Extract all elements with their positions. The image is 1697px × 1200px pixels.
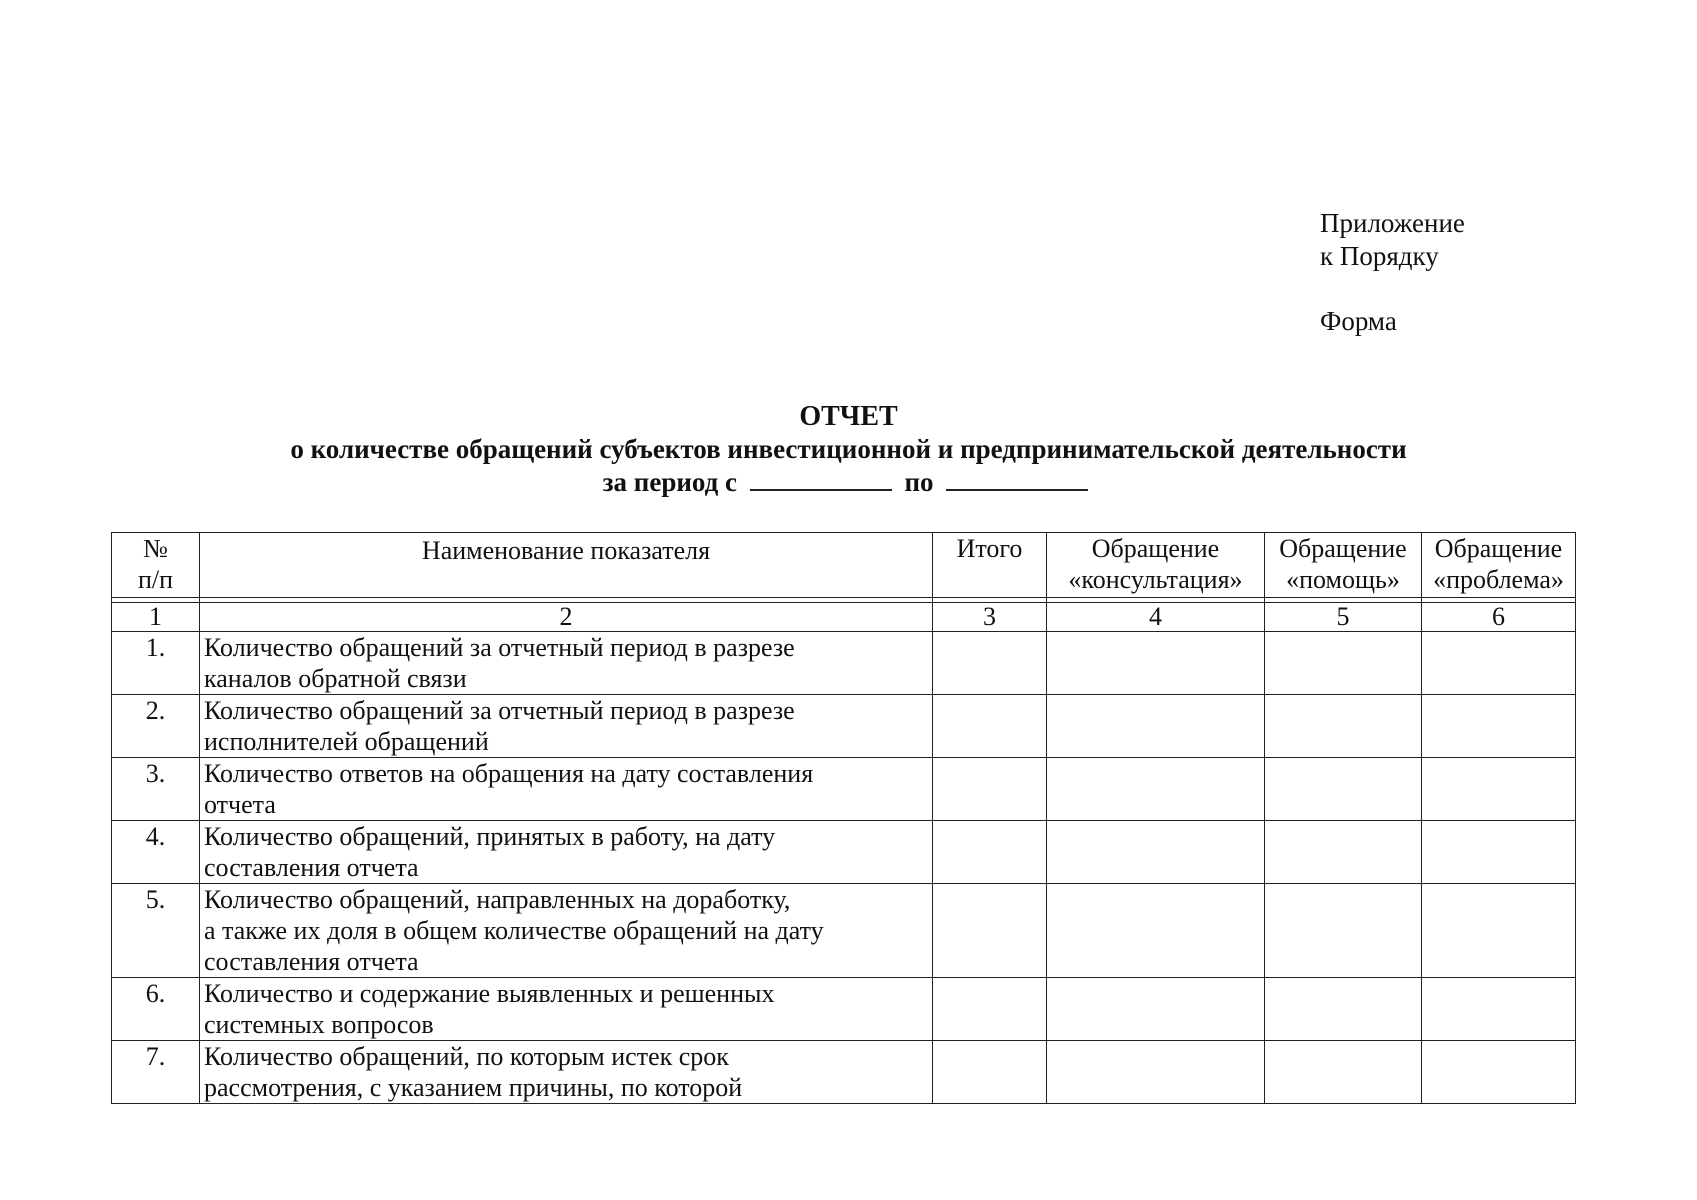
period-start-blank[interactable] bbox=[750, 467, 892, 491]
cell-help[interactable] bbox=[1265, 758, 1422, 821]
appendix-reference: к Порядку bbox=[1320, 241, 1439, 271]
cell-consultation[interactable] bbox=[1047, 821, 1265, 884]
table-header-row bbox=[112, 533, 1576, 598]
header-num bbox=[112, 533, 200, 598]
row-indicator bbox=[200, 821, 933, 884]
period-end-blank[interactable] bbox=[946, 467, 1088, 491]
cell-problem[interactable] bbox=[1422, 978, 1576, 1041]
cell-consultation[interactable] bbox=[1047, 978, 1265, 1041]
row-indicator-line: каналов обратной связи bbox=[204, 664, 467, 693]
header-problem-line2: «проблема» bbox=[1433, 565, 1564, 594]
cell-problem[interactable] bbox=[1422, 1041, 1576, 1104]
header-num-symbol: № bbox=[143, 534, 168, 563]
period-prefix: за период с bbox=[602, 467, 737, 497]
row-indicator bbox=[200, 695, 933, 758]
cell-consultation[interactable] bbox=[1047, 884, 1265, 978]
period-mid: по bbox=[904, 467, 934, 497]
appendix-label: Приложение bbox=[1320, 208, 1465, 238]
column-number: 3 bbox=[933, 603, 1047, 632]
cell-consultation[interactable] bbox=[1047, 695, 1265, 758]
column-number: 2 bbox=[200, 603, 933, 632]
row-indicator-line: системных вопросов bbox=[204, 1010, 434, 1039]
table-row bbox=[112, 695, 1576, 758]
row-number: 7. bbox=[112, 1041, 200, 1104]
cell-consultation[interactable] bbox=[1047, 632, 1265, 695]
cell-help[interactable] bbox=[1265, 978, 1422, 1041]
row-number: 1. bbox=[112, 632, 200, 695]
row-indicator-line: исполнителей обращений bbox=[204, 727, 489, 756]
row-indicator-line: Количество обращений, направленных на доработку, bbox=[204, 885, 791, 914]
row-indicator-line: Количество обращений за отчетный период в разрезе bbox=[204, 696, 795, 725]
report-subtitle: о количестве обращений субъектов инвестиционной и предпринимательской деятельности bbox=[290, 434, 1407, 464]
row-indicator-line: а также их доля в общем количестве обращений на дату bbox=[204, 916, 824, 945]
row-indicator-line: составления отчета bbox=[204, 853, 419, 882]
row-indicator-line: отчета bbox=[204, 790, 276, 819]
cell-problem[interactable] bbox=[1422, 884, 1576, 978]
table-row bbox=[112, 632, 1576, 695]
cell-total[interactable] bbox=[933, 1041, 1047, 1104]
header-help bbox=[1265, 533, 1422, 598]
header-help-line2: «помощь» bbox=[1286, 565, 1400, 594]
cell-problem[interactable] bbox=[1422, 632, 1576, 695]
cell-total[interactable] bbox=[933, 978, 1047, 1041]
row-number: 4. bbox=[112, 821, 200, 884]
row-indicator-line: Количество и содержание выявленных и решенных bbox=[204, 979, 775, 1008]
cell-help[interactable] bbox=[1265, 1041, 1422, 1104]
appendix-note bbox=[1320, 207, 1465, 338]
header-consultation-line2: «консультация» bbox=[1068, 565, 1243, 594]
report-table bbox=[111, 532, 1576, 1104]
row-indicator bbox=[200, 884, 933, 978]
cell-consultation[interactable] bbox=[1047, 1041, 1265, 1104]
column-number: 6 bbox=[1422, 603, 1576, 632]
row-number: 5. bbox=[112, 884, 200, 978]
table-row bbox=[112, 1041, 1576, 1104]
row-number: 3. bbox=[112, 758, 200, 821]
row-indicator-line: рассмотрения, с указанием причины, по которой bbox=[204, 1073, 743, 1102]
column-number: 1 bbox=[112, 603, 200, 632]
cell-total[interactable] bbox=[933, 821, 1047, 884]
row-indicator-line: Количество обращений, по которым истек срок bbox=[204, 1042, 729, 1071]
cell-total[interactable] bbox=[933, 632, 1047, 695]
header-indicator-name: Наименование показателя bbox=[200, 533, 933, 598]
cell-consultation[interactable] bbox=[1047, 758, 1265, 821]
cell-help[interactable] bbox=[1265, 695, 1422, 758]
cell-total[interactable] bbox=[933, 758, 1047, 821]
row-indicator bbox=[200, 632, 933, 695]
table-row bbox=[112, 821, 1576, 884]
cell-problem[interactable] bbox=[1422, 821, 1576, 884]
header-problem bbox=[1422, 533, 1576, 598]
cell-problem[interactable] bbox=[1422, 695, 1576, 758]
table-row bbox=[112, 758, 1576, 821]
row-indicator-line: составления отчета bbox=[204, 947, 419, 976]
cell-total[interactable] bbox=[933, 884, 1047, 978]
report-title-block bbox=[0, 400, 1697, 499]
header-total: Итого bbox=[933, 533, 1047, 598]
row-indicator-line: Количество ответов на обращения на дату составления bbox=[204, 759, 814, 788]
form-label: Форма bbox=[1320, 306, 1397, 336]
cell-help[interactable] bbox=[1265, 884, 1422, 978]
header-consultation-line1: Обращение bbox=[1091, 534, 1220, 563]
table-row bbox=[112, 884, 1576, 978]
row-indicator bbox=[200, 978, 933, 1041]
row-number: 6. bbox=[112, 978, 200, 1041]
header-help-line1: Обращение bbox=[1279, 534, 1407, 563]
table-row bbox=[112, 978, 1576, 1041]
header-num-abbr: п/п bbox=[137, 565, 174, 594]
column-number: 5 bbox=[1265, 603, 1422, 632]
report-title: ОТЧЕТ bbox=[799, 401, 898, 432]
row-indicator bbox=[200, 758, 933, 821]
report-period bbox=[0, 466, 1697, 499]
cell-help[interactable] bbox=[1265, 632, 1422, 695]
row-indicator bbox=[200, 1041, 933, 1104]
row-number: 2. bbox=[112, 695, 200, 758]
column-number-row bbox=[112, 603, 1576, 632]
header-problem-line1: Обращение bbox=[1434, 534, 1563, 563]
cell-problem[interactable] bbox=[1422, 758, 1576, 821]
cell-help[interactable] bbox=[1265, 821, 1422, 884]
row-indicator-line: Количество обращений за отчетный период в разрезе bbox=[204, 633, 795, 662]
column-number: 4 bbox=[1047, 603, 1265, 632]
cell-total[interactable] bbox=[933, 695, 1047, 758]
row-indicator-line: Количество обращений, принятых в работу, на дату bbox=[204, 822, 776, 851]
header-consultation bbox=[1047, 533, 1265, 598]
